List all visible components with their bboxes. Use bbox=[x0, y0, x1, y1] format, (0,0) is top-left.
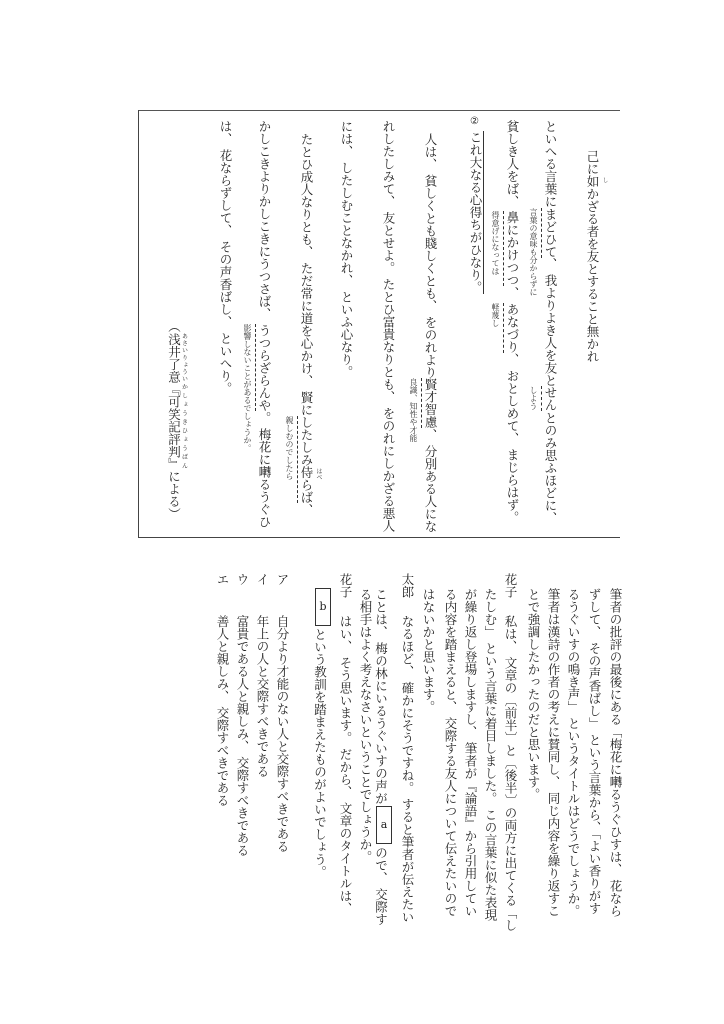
passage-line-3 bbox=[491, 120, 520, 524]
choice-label-i: イ bbox=[255, 573, 270, 586]
dialogue-line: る相手はよく考えなさいということでしょうか。 bbox=[358, 588, 373, 863]
choice-label-e: エ bbox=[215, 573, 230, 586]
underline-marker-2: ② bbox=[470, 116, 479, 127]
text: せん bbox=[543, 386, 558, 412]
text: かざる者を友とすること無かれ bbox=[585, 187, 600, 363]
passage-box-left-border bbox=[138, 110, 139, 537]
dialogue-line: る内容を踏まえると、 交際する友人について伝えたいので bbox=[443, 588, 458, 917]
ruby: かしょうきひょうばん bbox=[180, 382, 188, 470]
blank-a: a bbox=[376, 806, 392, 844]
passage-box-bottom-border bbox=[138, 537, 620, 538]
passage-line-10: は、 花ならずして、 その声香ばし、 といへり。 bbox=[218, 120, 233, 395]
text: したしみ bbox=[299, 415, 314, 466]
passage-line-9 bbox=[243, 120, 272, 528]
underlined-sentence-2: これ大なる心得ちがひなり。 bbox=[468, 131, 483, 294]
passage-line-5 bbox=[409, 133, 438, 533]
passage-line-4 bbox=[468, 131, 482, 294]
text: 。 梅花に囀るうぐひ bbox=[257, 411, 272, 528]
dialogue-line: 私は、 文章の〔前半〕と〔後半〕の両方に出てくる「し bbox=[503, 615, 518, 932]
underlined-phrase bbox=[491, 211, 520, 287]
speaker-hanako: 花子 bbox=[503, 573, 518, 598]
ruby-base bbox=[585, 175, 608, 188]
gloss: 影響しないことがあるでしょうか。 bbox=[243, 323, 252, 452]
text: 、 bbox=[299, 503, 314, 516]
text: 侍 bbox=[299, 465, 314, 479]
text: とのみ思ふほどに、 bbox=[543, 411, 558, 524]
underlined-phrase bbox=[529, 207, 558, 296]
gloss: 得意げになっては bbox=[491, 211, 500, 276]
text: といへる言葉に bbox=[543, 120, 558, 208]
text: たとひ成人なりとも、 ただ常に道を心かけ、 賢に bbox=[299, 133, 314, 416]
underlined-phrase bbox=[491, 302, 520, 353]
dialogue-line: はないかと思います。 bbox=[421, 588, 436, 713]
text: 賢才智慮 bbox=[423, 378, 438, 429]
choice-label-u: ウ bbox=[235, 573, 250, 586]
source-citation bbox=[166, 320, 188, 520]
choice-text: 善人と親しみ、 交際すべきである bbox=[215, 615, 230, 807]
speaker-hanako: 花子 bbox=[338, 573, 353, 598]
gloss: 親しむのでしたら bbox=[285, 415, 294, 480]
dialogue-line: たしむ」 という言葉に着目しました。 この言葉に似た表現 bbox=[483, 588, 498, 921]
text: 、 おとしめて、 まじらはず。 bbox=[505, 352, 520, 524]
text: による） bbox=[166, 470, 182, 520]
text: （ bbox=[166, 320, 182, 333]
dialogue-line: ずして、 その声香ばし」 という言葉から、「よい香りがす bbox=[587, 588, 602, 915]
text: まどひて bbox=[543, 207, 558, 258]
speaker-taro: 太郎 bbox=[400, 573, 415, 598]
text: あなづり bbox=[505, 302, 520, 353]
text: 浅井了意 bbox=[166, 332, 182, 383]
text: 己に bbox=[585, 150, 600, 175]
text: 人は、 貧しくとも賤しくとも、 をのれより bbox=[423, 133, 438, 379]
dialogue-line: が繰り返し登場しますし、 筆者が『論語』から引用してい bbox=[463, 588, 478, 917]
passage-box-top-border bbox=[138, 110, 620, 111]
passage-line-8 bbox=[285, 133, 322, 516]
gloss: 軽蔑し bbox=[491, 302, 500, 327]
underlined-phrase bbox=[243, 323, 272, 452]
text: 、 我よりよき人を友と bbox=[543, 257, 558, 387]
text: という教訓を踏まえたものがよいでしょう。 bbox=[312, 628, 328, 878]
author bbox=[166, 332, 188, 383]
passage-line-1 bbox=[585, 150, 608, 363]
gloss: しよう bbox=[529, 386, 538, 411]
text: 、 分別ある人にな bbox=[423, 428, 438, 533]
text: うつらざらんや bbox=[257, 323, 272, 412]
gloss: 良識、知性や才能 bbox=[409, 378, 418, 443]
dialogue-line bbox=[312, 586, 331, 878]
underlined-phrase bbox=[285, 415, 322, 504]
passage-line-2 bbox=[529, 120, 558, 524]
text: ことは、 梅の林にいるうぐいすの声が bbox=[373, 588, 389, 805]
blank-b: b bbox=[315, 588, 331, 626]
text: 、 bbox=[505, 286, 520, 303]
choice-text: 年上の人と交際すべきである bbox=[255, 615, 270, 778]
text: ので、 交際す bbox=[373, 846, 389, 926]
underlined-phrase bbox=[409, 378, 438, 443]
ruby-base bbox=[299, 465, 322, 480]
text: 貧しき人をば、 bbox=[505, 120, 520, 212]
dialogue-line: 筆者は漢詩の作者の考えに賛同し、 同じ内容を繰り返すこ bbox=[546, 588, 561, 917]
dialogue-line: るうぐいすの鳴き声」 というタイトルはどうでしょうか。 bbox=[566, 588, 581, 917]
text: かしこきよりかしこきにうつさば、 bbox=[257, 120, 272, 324]
dialogue-line bbox=[373, 588, 392, 926]
text: 鼻にかけつつ bbox=[505, 211, 520, 287]
underlined-phrase bbox=[529, 386, 558, 412]
text: らば bbox=[299, 478, 314, 504]
dialogue-line: とで強調したかったのだと思います。 bbox=[526, 588, 541, 801]
choice-label-a: ア bbox=[275, 573, 290, 586]
gloss: 言葉の意味も分からずに bbox=[529, 207, 538, 296]
passage-line-7: には、 したしむことなかれ、 といふ心なり。 bbox=[339, 120, 354, 378]
choice-text: 自分より才能のない人と交際すべきである bbox=[275, 615, 290, 853]
ruby: し bbox=[601, 177, 608, 183]
text: 『可笑記評判』 bbox=[166, 382, 182, 470]
ruby: あさいりょうい bbox=[180, 332, 188, 383]
choice-text: 富貴である人と親しみ、 交際すべきである bbox=[235, 615, 250, 857]
work-title bbox=[166, 382, 188, 471]
dialogue-line: 筆者の批評の最後にある「梅花に囀るうぐひすは、 花なら bbox=[608, 588, 623, 917]
dialogue-line: はい、 そう思います。 だから、 文章のタイトルは、 bbox=[338, 615, 353, 915]
ruby: はべ bbox=[315, 467, 322, 480]
text: 如 bbox=[585, 175, 600, 188]
dialogue-line: なるほど、 確かにそうですね。 すると筆者が伝えたい bbox=[400, 615, 415, 923]
passage-line-6: れしたしみて、 友とせよ。 たとひ富貴なりとも、 をのれにしかざる悪人 bbox=[381, 120, 396, 532]
